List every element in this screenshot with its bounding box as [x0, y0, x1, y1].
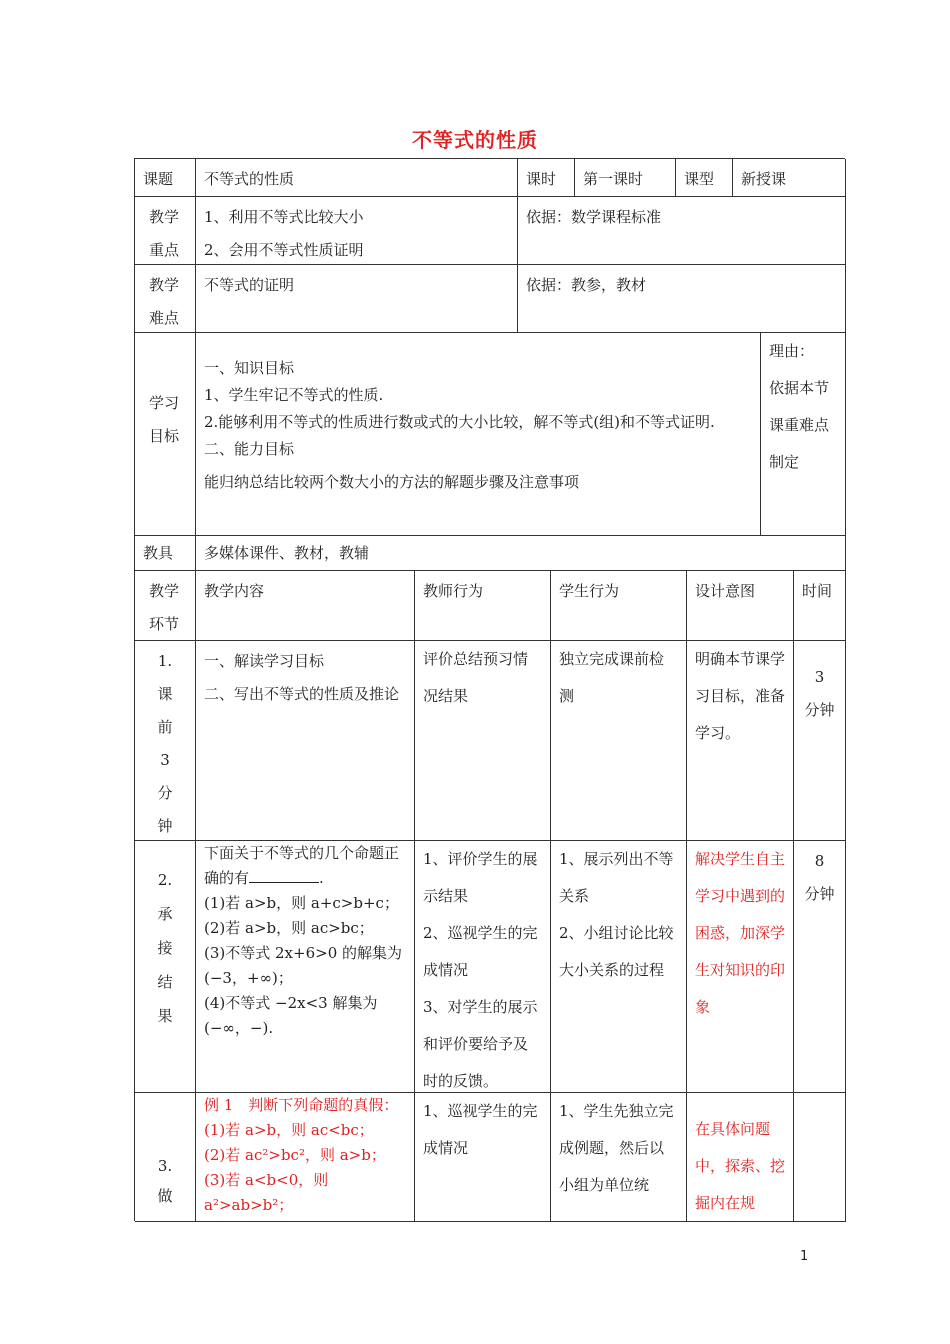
- teacher-2-line: 1、评价学生的展示结果: [423, 850, 538, 905]
- student-2-line: 2、小组讨论比较大小关系的过程: [559, 924, 674, 979]
- reason-line-1: 理由：: [769, 342, 815, 360]
- stage-1-line: 1.: [157, 652, 173, 670]
- difficulty-basis: 依据：教参，教材: [518, 265, 846, 333]
- col-stage: [135, 571, 196, 641]
- content-2-line: (4)不等式 −2x<3 解集为(−∞，−).: [204, 994, 378, 1037]
- time-2-line: 分钟: [804, 885, 835, 903]
- tools-content: 多媒体课件、教材，教辅: [196, 536, 846, 571]
- time-2-line: 8: [814, 852, 825, 870]
- content-3-line: 例 1 判断下列命题的真假：: [204, 1096, 399, 1114]
- answer-blank: [249, 868, 319, 883]
- stage-1-line: 钟: [157, 817, 173, 835]
- content-2-line: (3)不等式 2x+6>0 的解集为(−3，+∞)；: [204, 944, 403, 987]
- content-3: [196, 1093, 415, 1222]
- time-1-line: 3: [814, 668, 825, 686]
- student-1: 独立完成课前检测: [551, 641, 687, 841]
- content-3-line: (3)若 a<b<0，则 a²>ab>b²；: [204, 1171, 329, 1214]
- teacher-2-line: 2、巡视学生的完成情况: [423, 924, 538, 979]
- student-2-line: 1、展示列出不等关系: [559, 850, 674, 905]
- label-keti: 课题: [135, 159, 196, 197]
- stage-2-line: 2.: [157, 871, 173, 889]
- stage-3: [135, 1093, 196, 1222]
- stage-2-line: 结: [157, 973, 173, 991]
- intent-2: 解决学生自主学习中遇到的困惑，加深学生对知识的印象: [687, 841, 794, 1093]
- stage-2-line: 承: [157, 905, 173, 923]
- content-2-line: (2)若 a>b，则 ac>bc；: [204, 919, 374, 937]
- content-3-line: (2)若 ac²>bc²，则 a>b；: [204, 1146, 386, 1164]
- reason-line-3: 课重难点: [769, 416, 830, 434]
- student-3: 1、学生先独立完成例题，然后以小组为单位统: [551, 1093, 687, 1222]
- goal-line-5: 能归纳总结比较两个数大小的方法的解题步骤及注意事项: [204, 473, 580, 491]
- focus-line-2: 2、会用不等式性质证明: [204, 241, 364, 259]
- goals-reason: [761, 333, 846, 536]
- stage-2-line: 果: [157, 1007, 173, 1025]
- label-tools: 教具: [135, 536, 196, 571]
- goal-line-2: 1、学生牢记不等式的性质.: [204, 386, 384, 404]
- teacher-1: 评价总结预习情况结果: [415, 641, 551, 841]
- label-difficulty-text: 教学难点: [149, 276, 180, 327]
- content-3-line: (1)若 a>b，则 ac<bc；: [204, 1121, 374, 1139]
- content-1: [196, 641, 415, 841]
- label-keshi: 课时: [518, 159, 575, 197]
- stage-3-line: 3.: [157, 1157, 173, 1175]
- intent-1: 明确本节课学习目标，准备学习。: [687, 641, 794, 841]
- col-teacher: 教师行为: [415, 571, 551, 641]
- student-2: [551, 841, 687, 1093]
- goal-line-4: 二、能力目标: [204, 440, 295, 458]
- teacher-3: 1、巡视学生的完成情况: [415, 1093, 551, 1222]
- col-student: 学生行为: [551, 571, 687, 641]
- focus-line-1: 1、利用不等式比较大小: [204, 208, 364, 226]
- label-kexing: 课型: [676, 159, 733, 197]
- label-focus-text: 教学重点: [149, 208, 180, 259]
- focus-basis: 依据：数学课程标准: [518, 197, 846, 265]
- intent-3: 在具体问题中，探索、挖掘内在规: [687, 1093, 794, 1222]
- teacher-2: [415, 841, 551, 1093]
- focus-content: [196, 197, 518, 265]
- content-2-question: 下面关于不等式的几个命题正确的有 .: [204, 844, 400, 887]
- stage-1-line: 课: [157, 685, 173, 703]
- time-1: [794, 641, 846, 841]
- label-goals: [135, 333, 196, 536]
- content-2-line: (1)若 a>b，则 a+c>b+c；: [204, 894, 399, 912]
- content-1-line: 一、解读学习目标: [204, 652, 325, 670]
- stage-1-line: 前: [157, 718, 173, 736]
- value-kexing: 新授课: [733, 159, 846, 197]
- teacher-2-line: 3、对学生的展示和评价要给予及时的反馈。: [423, 998, 538, 1090]
- goals-content: [196, 333, 761, 536]
- time-2: [794, 841, 846, 1093]
- goal-line-1: 一、知识目标: [204, 359, 295, 377]
- value-keti: 不等式的性质: [196, 159, 518, 197]
- stage-2: [135, 841, 196, 1093]
- col-content: 教学内容: [196, 571, 415, 641]
- time-3: [794, 1093, 846, 1222]
- label-difficulty: [135, 265, 196, 333]
- stage-1-line: 分: [157, 784, 173, 802]
- label-focus: [135, 197, 196, 265]
- label-goals-text: 学习目标: [149, 394, 180, 445]
- stage-1: [135, 641, 196, 841]
- content-2: [196, 841, 415, 1093]
- stage-3-line: 做: [157, 1187, 173, 1205]
- reason-line-4: 制定: [769, 453, 800, 471]
- stage-1-line: 3: [160, 751, 170, 769]
- col-intent: 设计意图: [687, 571, 794, 641]
- stage-2-line: 接: [157, 939, 173, 957]
- time-1-line: 分钟: [804, 701, 835, 719]
- col-time: 时间: [794, 571, 846, 641]
- page-title: 不等式的性质: [412, 128, 538, 152]
- reason-line-2: 依据本节: [769, 379, 830, 397]
- difficulty-content: 不等式的证明: [196, 265, 518, 333]
- goal-line-3: 2.能够利用不等式的性质进行数或式的大小比较，解不等式(组)和不等式证明.: [204, 413, 715, 431]
- lesson-plan-table: [134, 158, 845, 1221]
- page-number: 1: [800, 1249, 809, 1264]
- content-1-line: 二、写出不等式的性质及推论: [204, 685, 400, 703]
- col-stage-text: 教学环节: [149, 582, 180, 633]
- value-keshi: 第一课时: [575, 159, 676, 197]
- content-2-question-text: 下面关于不等式的几个命题正确的有: [204, 844, 400, 887]
